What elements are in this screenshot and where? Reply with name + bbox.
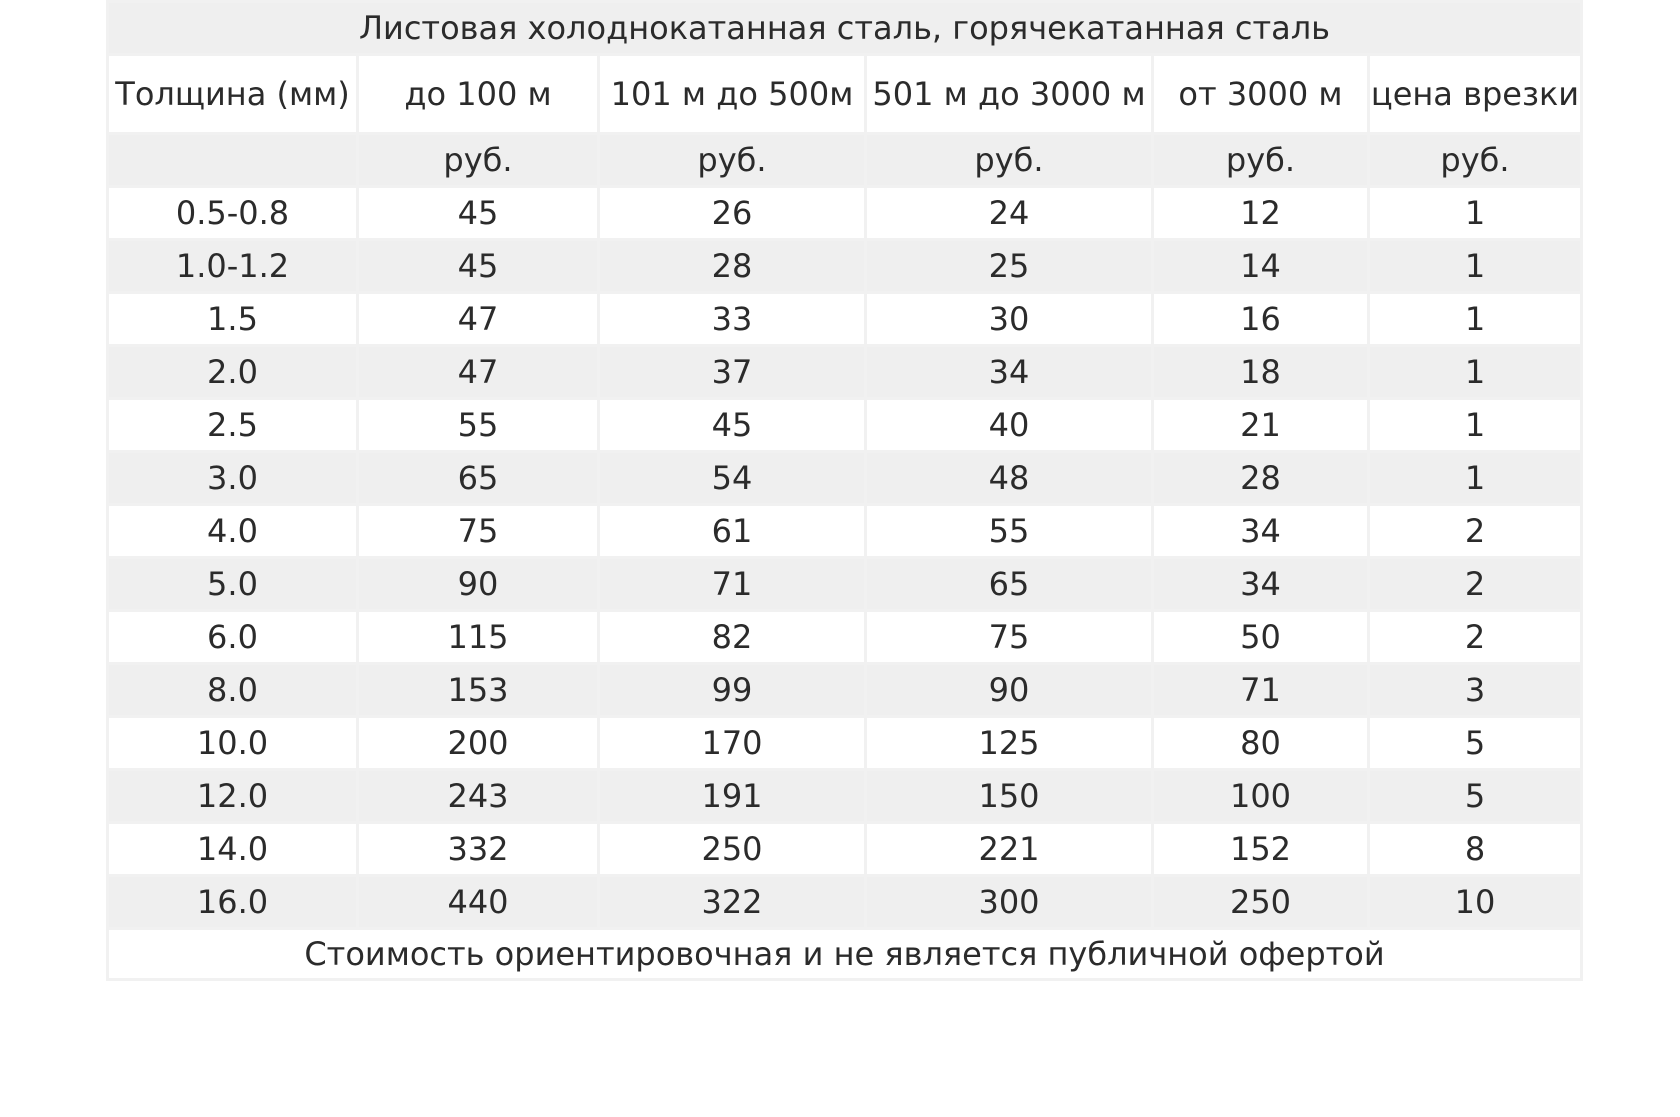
price-cell: 47	[359, 294, 597, 344]
table-row	[109, 771, 1580, 821]
price-cell: 45	[600, 400, 864, 450]
table-row	[109, 188, 1580, 238]
table-row	[109, 559, 1580, 609]
unit-cell: руб.	[1154, 135, 1367, 185]
price-cell: 26	[600, 188, 864, 238]
price-cell: 191	[600, 771, 864, 821]
price-cell: 200	[359, 718, 597, 768]
price-cell: 80	[1154, 718, 1367, 768]
header-up-to-100m: до 100 м	[359, 56, 597, 132]
price-cell: 30	[867, 294, 1151, 344]
table-row	[109, 612, 1580, 662]
price-cell: 21	[1154, 400, 1367, 450]
table-row	[109, 718, 1580, 768]
price-cell: 243	[359, 771, 597, 821]
pierce-price-cell: 2	[1370, 506, 1580, 556]
price-cell: 45	[359, 241, 597, 291]
thickness-cell: 3.0	[109, 453, 356, 503]
thickness-cell: 8.0	[109, 665, 356, 715]
table-row	[109, 294, 1580, 344]
price-cell: 40	[867, 400, 1151, 450]
price-cell: 61	[600, 506, 864, 556]
pierce-price-cell: 5	[1370, 718, 1580, 768]
price-cell: 322	[600, 877, 864, 927]
pierce-price-cell: 10	[1370, 877, 1580, 927]
price-cell: 14	[1154, 241, 1367, 291]
thickness-cell: 2.0	[109, 347, 356, 397]
price-cell: 250	[1154, 877, 1367, 927]
price-cell: 440	[359, 877, 597, 927]
price-cell: 90	[867, 665, 1151, 715]
price-cell: 34	[867, 347, 1151, 397]
pierce-price-cell: 1	[1370, 347, 1580, 397]
price-cell: 65	[867, 559, 1151, 609]
table-row	[109, 400, 1580, 450]
price-table	[106, 0, 1583, 981]
header-pierce-price: цена врезки	[1370, 56, 1580, 132]
price-cell: 300	[867, 877, 1151, 927]
unit-cell: руб.	[1370, 135, 1580, 185]
table-row	[109, 347, 1580, 397]
price-cell: 75	[867, 612, 1151, 662]
thickness-cell: 14.0	[109, 824, 356, 874]
disclaimer-note: Стоимость ориентировочная и не является публичной офертой	[109, 930, 1580, 978]
price-cell: 153	[359, 665, 597, 715]
pierce-price-cell: 1	[1370, 294, 1580, 344]
header-thickness: Толщина (мм)	[109, 56, 356, 132]
table-row	[109, 506, 1580, 556]
pierce-price-cell: 2	[1370, 559, 1580, 609]
header-101-to-500m: 101 м до 500м	[600, 56, 864, 132]
table-title: Листовая холоднокатанная сталь, горячекатанная сталь	[109, 3, 1580, 53]
footer-row	[109, 930, 1580, 978]
table-row	[109, 877, 1580, 927]
pierce-price-cell: 3	[1370, 665, 1580, 715]
thickness-cell: 16.0	[109, 877, 356, 927]
price-cell: 45	[359, 188, 597, 238]
price-cell: 50	[1154, 612, 1367, 662]
pierce-price-cell: 8	[1370, 824, 1580, 874]
unit-cell: руб.	[359, 135, 597, 185]
price-cell: 34	[1154, 506, 1367, 556]
pierce-price-cell: 2	[1370, 612, 1580, 662]
pierce-price-cell: 1	[1370, 400, 1580, 450]
price-cell: 12	[1154, 188, 1367, 238]
price-cell: 115	[359, 612, 597, 662]
pierce-price-cell: 1	[1370, 188, 1580, 238]
price-cell: 332	[359, 824, 597, 874]
price-cell: 18	[1154, 347, 1367, 397]
price-cell: 55	[359, 400, 597, 450]
price-cell: 28	[1154, 453, 1367, 503]
thickness-cell: 10.0	[109, 718, 356, 768]
price-cell: 47	[359, 347, 597, 397]
price-cell: 34	[1154, 559, 1367, 609]
thickness-cell: 2.5	[109, 400, 356, 450]
price-cell: 125	[867, 718, 1151, 768]
table-row	[109, 824, 1580, 874]
thickness-cell: 5.0	[109, 559, 356, 609]
header-501-to-3000m: 501 м до 3000 м	[867, 56, 1151, 132]
price-cell: 170	[600, 718, 864, 768]
price-cell: 54	[600, 453, 864, 503]
price-cell: 16	[1154, 294, 1367, 344]
price-cell: 250	[600, 824, 864, 874]
price-cell: 152	[1154, 824, 1367, 874]
price-cell: 65	[359, 453, 597, 503]
pierce-price-cell: 1	[1370, 453, 1580, 503]
thickness-cell: 6.0	[109, 612, 356, 662]
unit-cell: руб.	[867, 135, 1151, 185]
price-cell: 99	[600, 665, 864, 715]
pierce-price-cell: 1	[1370, 241, 1580, 291]
unit-cell: руб.	[600, 135, 864, 185]
price-cell: 24	[867, 188, 1151, 238]
table-row	[109, 453, 1580, 503]
unit-cell	[109, 135, 356, 185]
price-cell: 25	[867, 241, 1151, 291]
pierce-price-cell: 5	[1370, 771, 1580, 821]
table-row	[109, 665, 1580, 715]
price-cell: 71	[600, 559, 864, 609]
header-row	[109, 56, 1580, 132]
price-cell: 100	[1154, 771, 1367, 821]
price-cell: 90	[359, 559, 597, 609]
thickness-cell: 1.0-1.2	[109, 241, 356, 291]
price-cell: 33	[600, 294, 864, 344]
header-from-3000m: от 3000 м	[1154, 56, 1367, 132]
thickness-cell: 1.5	[109, 294, 356, 344]
unit-row	[109, 135, 1580, 185]
price-cell: 82	[600, 612, 864, 662]
price-cell: 37	[600, 347, 864, 397]
thickness-cell: 12.0	[109, 771, 356, 821]
title-row	[109, 3, 1580, 53]
price-cell: 48	[867, 453, 1151, 503]
thickness-cell: 4.0	[109, 506, 356, 556]
price-cell: 71	[1154, 665, 1367, 715]
price-cell: 75	[359, 506, 597, 556]
price-cell: 55	[867, 506, 1151, 556]
thickness-cell: 0.5-0.8	[109, 188, 356, 238]
price-cell: 150	[867, 771, 1151, 821]
table-row	[109, 241, 1580, 291]
price-cell: 28	[600, 241, 864, 291]
price-cell: 221	[867, 824, 1151, 874]
